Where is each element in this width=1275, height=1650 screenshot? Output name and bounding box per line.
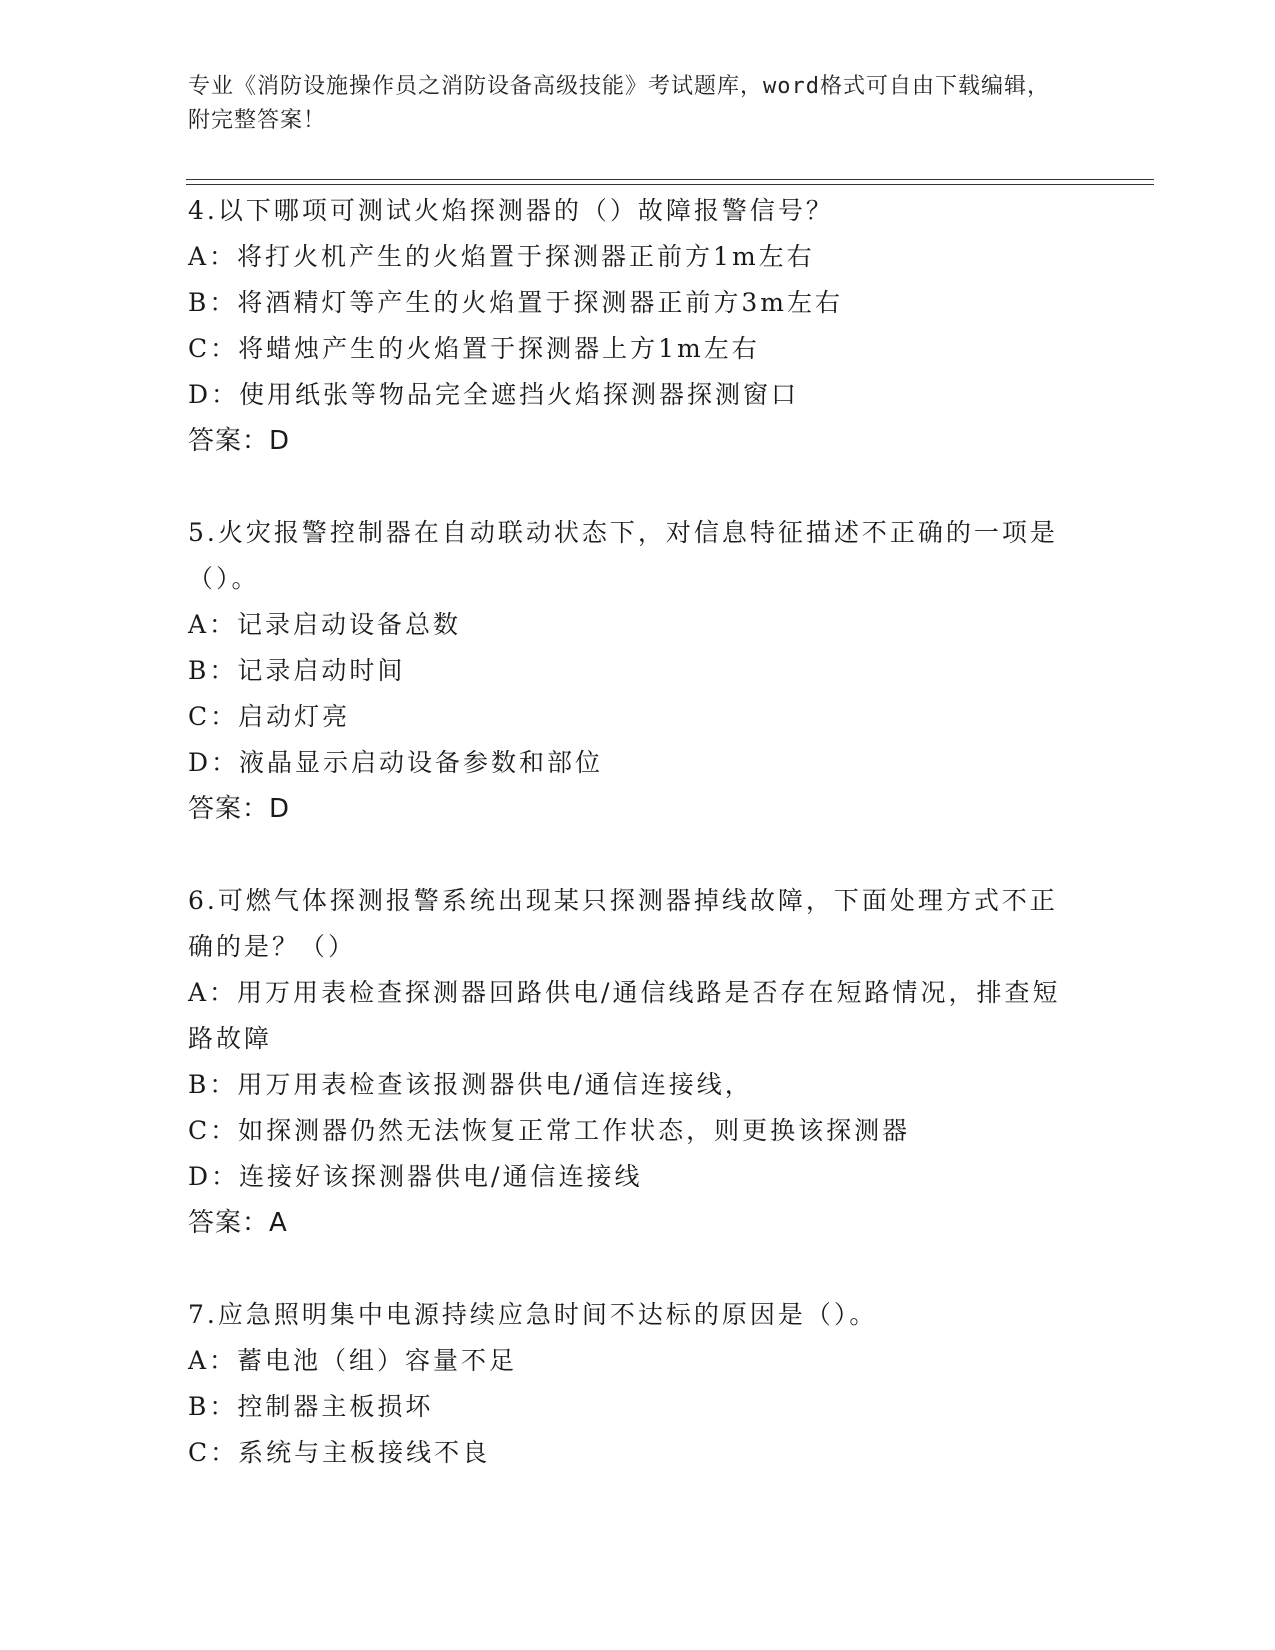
option-c: C：如探测器仍然无法恢复正常工作状态，则更换该探测器: [188, 1116, 911, 1145]
spacer: [188, 832, 1068, 878]
option-b: B：用万用表检查该报测器供电/通信连接线，: [188, 1070, 753, 1099]
option-b: B：将酒精灯等产生的火焰置于探测器正前方3m左右: [188, 288, 843, 317]
question-4: [188, 188, 1068, 464]
option-b: B：记录启动时间: [188, 656, 406, 685]
option-a: A：记录启动设备总数: [188, 610, 462, 639]
option-c: C：启动灯亮: [188, 702, 351, 731]
question-stem: 7.应急照明集中电源持续应急时间不达标的原因是（）。: [188, 1300, 878, 1329]
answer: 答案：D: [188, 794, 291, 824]
option-a: A：用万用表检查探测器回路供电/通信线路是否存在短路情况，排查短路故障: [188, 978, 1061, 1053]
document-header: 专业《消防设施操作员之消防设备高级技能》考试题库，word格式可自由下载编辑，附完整答案！: [188, 74, 1050, 133]
question-stem: 4.以下哪项可测试火焰探测器的（）故障报警信号？: [188, 196, 834, 225]
spacer: [188, 1246, 1068, 1292]
answer: 答案：D: [188, 426, 291, 456]
option-c: C：将蜡烛产生的火焰置于探测器上方1m左右: [188, 334, 760, 363]
option-a: A：蓄电池（组）容量不足: [188, 1346, 518, 1375]
option-b: B：控制器主板损坏: [188, 1392, 434, 1421]
question-stem: 6.可燃气体探测报警系统出现某只探测器掉线故障，下面处理方式不正确的是？（）: [188, 886, 1058, 961]
question-5: [188, 510, 1068, 832]
option-d: D：连接好该探测器供电/通信连接线: [188, 1162, 643, 1191]
question-6: [188, 878, 1068, 1246]
question-stem: 5.火灾报警控制器在自动联动状态下，对信息特征描述不正确的一项是（）。: [188, 518, 1058, 593]
header-rule-top: [186, 179, 1154, 180]
option-c: C：系统与主板接线不良: [188, 1438, 491, 1467]
question-list: [188, 188, 1068, 1476]
spacer: [188, 464, 1068, 510]
option-a: A：将打火机产生的火焰置于探测器正前方1m左右: [188, 242, 815, 271]
question-7: [188, 1292, 1068, 1476]
option-d: D：液晶显示启动设备参数和部位: [188, 748, 604, 777]
answer: 答案：A: [188, 1208, 288, 1238]
option-d: D：使用纸张等物品完全遮挡火焰探测器探测窗口: [188, 380, 800, 409]
header-rule-bottom: [186, 184, 1154, 185]
